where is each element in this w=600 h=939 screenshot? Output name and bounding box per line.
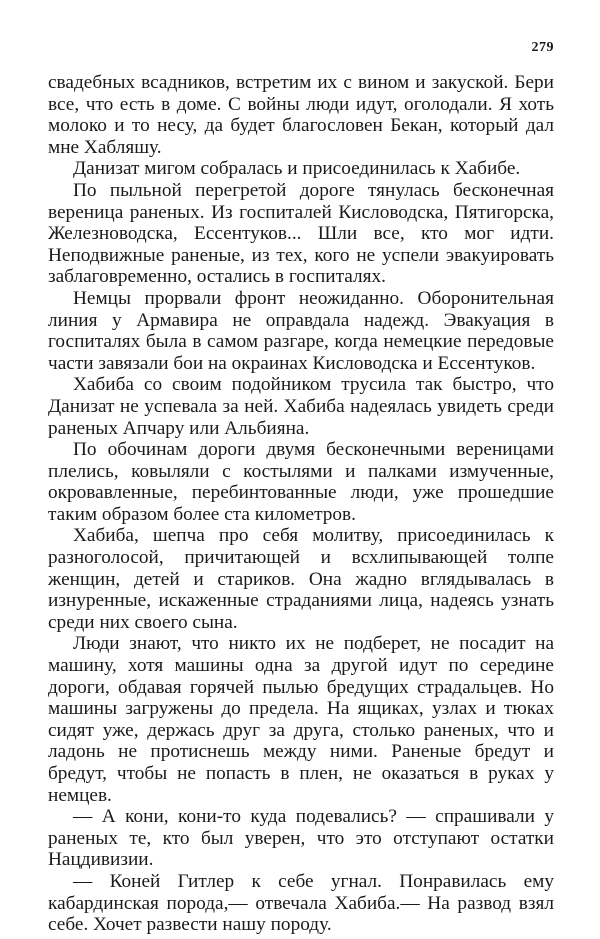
page-number: 279 (531, 40, 554, 55)
paragraph: Немцы прорвали фронт неожиданно. Оборонительная линия у Армавира не оправдала надежд. Эвакуация в госпиталях была в самом разгаре, когда немецкие передовые части завязали бои на окраинах Кисловодска и Ессентуков. (48, 287, 554, 374)
paragraph: По пыльной перегретой дороге тянулась бесконечная вереница раненых. Из госпиталей Кисловодска, Пятигорска, Железноводска, Ессентуков... Шли все, кто мог идти. Неподвижные раненые, из тех, кого не успели эвакуировать заблаговременно, остались в госпиталях. (48, 179, 554, 288)
paragraph: — А кони, кони-то куда подевались? — спрашивали у раненых те, кто был уверен, что это отступают остатки Нацдивизии. (48, 806, 554, 871)
paragraph: Люди знают, что никто их не подберет, не посадит на машину, хотя машины одна за другой идут по середине дороги, обдавая горячей пылью бредущих страдальцев. Но машины загружены до предела. На ящиках, узлах и тюках сидят уже, держась друг за друга, столько раненых, что и ладонь не протиснешь между ними. Раненые бредут и бредут, чтобы не попасть в плен, не оказаться в руках у немцев. (48, 633, 554, 806)
paragraph: свадебных всадников, встретим их с вином и закуской. Бери все, что есть в доме. С войны люди идут, оголодали. Я хоть молоко и то несу, да будет благословен Бекан, который дал мне Хабляшу. (48, 72, 554, 158)
paragraph: — Коней Гитлер к себе угнал. Понравилась ему кабардинская порода,— отвечала Хабиба.— На развод взял себе. Хочет развести нашу породу. (48, 870, 554, 936)
paragraph: По обочинам дороги двумя бесконечными вереницами плелись, ковыляли с костылями и палками измученные, окровавленные, перебинтованные люди, уже прошедшие таким образом более ста километров. (48, 439, 554, 525)
paragraph: Данизат мигом собралась и присоединилась к Хабибе. (73, 158, 521, 180)
paragraph: Хабиба со своим подойником трусила так быстро, что Данизат не успевала за ней. Хабиба надеялась увидеть среди раненых Апчару или Альбияна. (48, 374, 554, 439)
body-text (48, 72, 554, 936)
paragraph: Хабиба, шепча про себя молитву, присоединилась к разноголосой, причитающей и всхлипывающей толпе женщин, детей и стариков. Она жадно вглядывалась в изнуренные, искаженные страданиями лица, надеясь узнать среди них своего сына. (48, 525, 554, 633)
